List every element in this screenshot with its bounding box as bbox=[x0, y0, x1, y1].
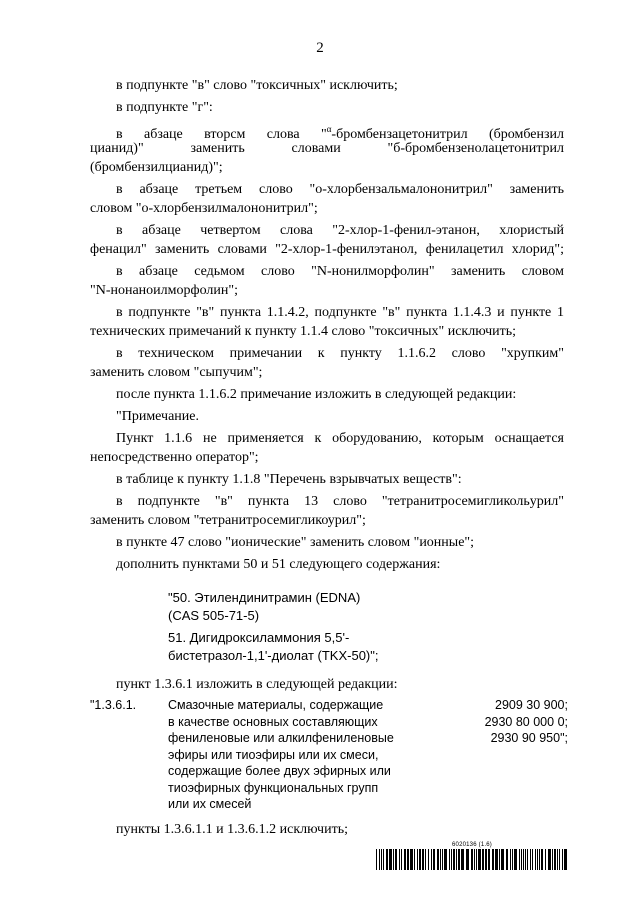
quoted-item: "50. Этилендинитрамин (EDNA) bbox=[168, 590, 361, 605]
barcode-bar bbox=[461, 849, 464, 870]
barcode-bar bbox=[506, 849, 508, 870]
barcode-bar bbox=[376, 849, 377, 870]
barcode-bar bbox=[389, 849, 392, 870]
barcode-bar bbox=[501, 849, 504, 870]
barcode-bar bbox=[539, 849, 540, 870]
barcode-bar bbox=[471, 849, 473, 870]
barcode-bar bbox=[541, 849, 543, 870]
barcode-bar bbox=[410, 849, 413, 870]
barcode-bar bbox=[548, 849, 551, 870]
barcode-bar bbox=[451, 849, 452, 870]
paragraph-line: технических примечаний к пункту 1.1.4 слово "токсичных" исключить; bbox=[90, 324, 517, 339]
barcode-bar bbox=[485, 849, 487, 870]
paragraph-line: фенацил" заменить словами "2-хлор-1-фенилэтанол, фенилацетил хлорид"; bbox=[90, 242, 564, 257]
barcode-bar bbox=[437, 849, 439, 870]
paragraph-line: в подпункте "г": bbox=[116, 100, 213, 115]
barcode-bar bbox=[527, 849, 528, 870]
paragraph-line: Пункт 1.1.6 не применяется к оборудованию, которым оснащается bbox=[116, 431, 564, 446]
tnved-code: 2909 30 900; bbox=[495, 698, 568, 712]
barcode-bar bbox=[395, 849, 397, 870]
barcode-bar bbox=[564, 849, 567, 870]
description-line: в качестве основных составляющих bbox=[168, 714, 378, 729]
text-fragment: -бромбензацетонитрил (бромбензил bbox=[331, 127, 564, 142]
barcode-label: 6020136 (1.6) bbox=[452, 842, 492, 848]
quoted-item: 51. Дигидроксиламмония 5,5'- bbox=[168, 630, 350, 645]
barcode-bar bbox=[442, 849, 443, 870]
paragraph-line: (бромбензилцианид)"; bbox=[90, 160, 223, 175]
quoted-item: (CAS 505-71-5) bbox=[168, 608, 260, 623]
tnved-code: 2930 80 000 0; bbox=[484, 714, 568, 729]
barcode-bar bbox=[530, 849, 531, 870]
barcode-bar bbox=[449, 849, 450, 870]
barcode-bar bbox=[419, 849, 421, 870]
description-line: тиоэфирных функциональных групп bbox=[168, 780, 379, 795]
description-line: или их смесей bbox=[168, 797, 252, 811]
barcode-bar bbox=[422, 849, 424, 870]
paragraph-line: "N-нонаноилморфолин"; bbox=[90, 283, 238, 298]
barcode-bar bbox=[425, 849, 426, 870]
paragraph-line: "Примечание. bbox=[116, 409, 199, 424]
paragraph-line: в подпункте "в" пункта 1.1.4.2, подпункте "в" пункта 1.1.4.3 и пункте 1 bbox=[116, 305, 564, 320]
barcode-bar bbox=[514, 849, 517, 870]
barcode-bar bbox=[499, 849, 500, 870]
page-number: 2 bbox=[316, 40, 324, 56]
description-line: фениленовые или алкилфениленовые bbox=[168, 731, 394, 745]
barcode-bar bbox=[456, 849, 457, 870]
paragraph-line: в пункте 47 слово "ионические" заменить словом "ионные"; bbox=[116, 535, 475, 550]
barcode-bar bbox=[401, 849, 402, 870]
paragraph-line: цианид)" заменить словами "б-бромбензенолацетонитрил bbox=[90, 141, 564, 156]
paragraph-line: дополнить пунктами 50 и 51 следующего содержания: bbox=[116, 557, 441, 572]
barcode-bar bbox=[381, 849, 382, 870]
barcode-bar bbox=[532, 849, 533, 870]
barcode-bar bbox=[466, 849, 469, 870]
description-line: эфиры или тиоэфиры или их смеси, bbox=[168, 747, 379, 762]
barcode-bar bbox=[407, 849, 409, 870]
barcode-bar bbox=[393, 849, 394, 870]
paragraph-line: заменить словом "тетранитросемигликоурил"; bbox=[90, 513, 366, 528]
barcode-bar bbox=[444, 849, 447, 870]
barcode-bar bbox=[562, 849, 563, 870]
barcode-bar bbox=[495, 849, 498, 870]
paragraph-line: в подпункте "в" пункта 13 слово "тетранитросемигликольурил" bbox=[116, 494, 564, 509]
tnved-code: 2930 90 950"; bbox=[490, 731, 568, 745]
paragraph-line: пункт 1.3.6.1 изложить в следующей редакции: bbox=[116, 677, 398, 692]
barcode-bar bbox=[557, 849, 558, 870]
barcode-bar bbox=[521, 849, 522, 870]
barcode-image bbox=[376, 849, 568, 870]
barcode-bar bbox=[383, 849, 384, 870]
barcode-bar bbox=[399, 849, 400, 870]
barcode-bar bbox=[478, 849, 481, 870]
description-line: содержащие более двух эфирных или bbox=[168, 764, 391, 778]
paragraph-line: в абзаце четвертом слова "2-хлор-1-фенил-этанон, хлористый bbox=[116, 223, 564, 238]
barcode-bar bbox=[379, 849, 380, 870]
barcode-bar bbox=[431, 849, 432, 870]
description-line: Смазочные материалы, содержащие bbox=[168, 698, 384, 712]
barcode-bar bbox=[523, 849, 524, 870]
paragraph-line: словом "о-хлорбензилмалононитрил"; bbox=[90, 201, 318, 216]
barcode-bar bbox=[482, 849, 484, 870]
barcode-bar bbox=[492, 849, 494, 870]
paragraph-line: непосредственно оператор"; bbox=[90, 450, 259, 465]
barcode-bar bbox=[535, 849, 536, 870]
alpha-superscript: α bbox=[326, 124, 332, 134]
barcode-bar bbox=[559, 849, 560, 870]
paragraph-line: в абзаце третьем слово "о-хлорбензальмалононитрил" заменить bbox=[116, 182, 564, 197]
quoted-item: бистетразол-1,1'-диолат (TKX-50)"; bbox=[168, 648, 379, 663]
paragraph-line: в абзаце седьмом слово "N-нонилморфолин" заменить словом bbox=[116, 264, 564, 279]
barcode-bar bbox=[453, 849, 455, 870]
barcode-bar bbox=[510, 849, 511, 870]
paragraph-line: в таблице к пункту 1.1.8 "Перечень взрывчатых веществ": bbox=[116, 472, 462, 487]
paragraph-line: после пункта 1.1.6.2 примечание изложить в следующей редакции: bbox=[116, 387, 517, 402]
barcode-bar bbox=[537, 849, 538, 870]
barcode-bar bbox=[414, 849, 415, 870]
barcode-bar bbox=[519, 849, 520, 870]
barcode-bar bbox=[476, 849, 477, 870]
barcode-bar bbox=[474, 849, 475, 870]
paragraph-line: в подпункте "в" слово "токсичных" исключить; bbox=[116, 78, 398, 93]
barcode-bar bbox=[428, 849, 429, 870]
text-fragment: в абзаце вторсм слова " bbox=[116, 127, 327, 142]
barcode-bar bbox=[545, 849, 546, 870]
barcode-bar bbox=[404, 849, 406, 870]
barcode-bar bbox=[554, 849, 556, 870]
barcode-bar bbox=[458, 849, 460, 870]
barcode-bar bbox=[386, 849, 388, 870]
barcode-bar bbox=[552, 849, 553, 870]
barcode-bar bbox=[525, 849, 526, 870]
barcode-bar bbox=[417, 849, 418, 870]
barcode-bar bbox=[512, 849, 513, 870]
item-number: "1.3.6.1. bbox=[90, 698, 137, 712]
paragraph-line: пункты 1.3.6.1.1 и 1.3.6.1.2 исключить; bbox=[116, 822, 348, 837]
paragraph-line: заменить словом "сыпучим"; bbox=[90, 365, 263, 380]
paragraph-line: в техническом примечании к пункту 1.1.6.2 слово "хрупким" bbox=[116, 346, 564, 361]
barcode-bar bbox=[488, 849, 490, 870]
barcode-bar bbox=[433, 849, 435, 870]
barcode-bar bbox=[440, 849, 441, 870]
